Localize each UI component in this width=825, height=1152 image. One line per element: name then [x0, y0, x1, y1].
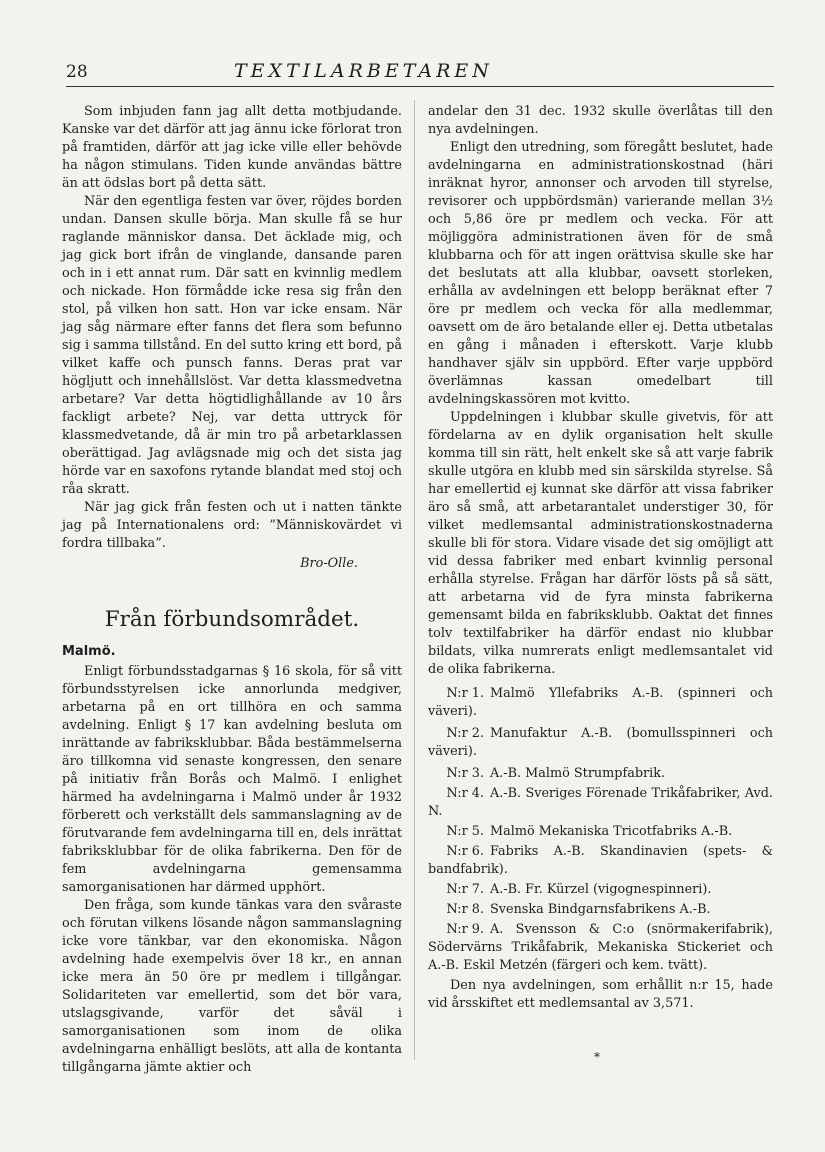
article-paragraph: Den nya avdelningen, som erhållit n:r 15, hade vid årsskiftet ett medlemsantal av 3,571.	[428, 978, 773, 1011]
masthead-title: TEXTILARBETAREN	[234, 60, 493, 82]
article-paragraph: Som inbjuden fann jag allt detta motbjudande. Kanske var det därför att jag ännu icke förlorat tron på framtiden, därför att jag icke ville eller behövde ha någon stimulans. Tiden kunde användas bättre än att ödslas bort på detta sätt.	[62, 104, 402, 191]
club-number: N:r 3.	[446, 766, 484, 781]
list-item	[428, 765, 773, 783]
article-paragraph: Uppdelningen i klubbar skulle givetvis, för att fördelarna av en dylik organisation helt skulle komma till sin rätt, helt enkelt ske så att varje fabrik skulle utgöra en klubb med sin särskilda styrelse. Så har emellertid ej kunnat ske därför att vissa fabriker äro så små, att arbetarantalet understiger 30, för vilket medlemsantal administrationskostnaderna skulle bli för stora. Vidare visade det sig omöjligt att vid dessa fabriker med enbart kvinnlig personal erhålla styrelse. Frågan har därför lösts på så sätt, att arbetarna vid de fyra minsta fabrikerna gemensamt bilda en fabriksklubb. Oaktat det finnes tolv textilfabriker ha därför endast nio klubbar bildats, vilka numrerats enligt medlemsantalet vid de olika fabrikerna.	[428, 410, 773, 677]
list-item	[428, 685, 773, 721]
club-number: N:r 2.	[446, 726, 484, 741]
article-paragraph: Enligt förbundsstadgarnas § 16 skola, för så vitt förbundsstyrelsen icke annorlunda medgiver, arbetarna på en ort tillhöra en och samma avdelning. Enligt § 17 kan avdelning besluta om inrättande av fabriksklubbar. Båda bestämmelserna äro tillkomna vid senaste kongressen, den senare på initiativ från Borås och Malmö. I enlighet härmed ha avdelningarna i Malmö under år 1932 förberett och verkställt dels sammanslagning av de förutvarande fem avdelningarna till en, dels inrättat fabriksklubbar för de olika fabrikerna. Den för de fem avdelningarna gemensamma samorganisationen har därmed upphört.	[62, 664, 402, 895]
column-divider	[414, 100, 415, 1060]
article-paragraph: Den fråga, som kunde tänkas vara den svåraste och förutan vilkens lösande någon sammanslagning icke vore tänkbar, var den ekonomiska. Någon avdelning hade exempelvis över 18 kr., en annan icke mera än 50 öre pr medlem i tillgångar. Solidariteten var emellertid, som det bör vara, utslagsgivande, varför det såväl i samorganisationen som inom de olika avdelningarna enhälligt beslöts, att alla de kontanta tillgångarna jämte aktier och	[62, 898, 402, 1075]
club-number: N:r 7.	[446, 882, 484, 897]
club-name: A. Svensson & C:o (snörmakerifabrik), Södervärns Trikåfabrik, Mekaniska Stickeriet och A.-B. Eskil Metzén (färgeri och kem. tvätt).	[428, 922, 773, 973]
list-item	[428, 843, 773, 879]
list-item	[428, 901, 773, 919]
list-item	[428, 921, 773, 975]
list-item	[428, 725, 773, 761]
right-column	[428, 103, 773, 1013]
club-name: Manufaktur A.-B. (bomullsspinneri och väveri).	[428, 726, 773, 759]
header-rule	[66, 86, 774, 87]
list-item	[428, 823, 773, 841]
section-title: Från förbundsområdet.	[104, 607, 360, 632]
club-number: N:r 5.	[446, 824, 484, 839]
club-number: N:r 4.	[446, 786, 484, 801]
list-item	[428, 881, 773, 899]
author-signature: Bro-Olle.	[300, 556, 358, 571]
subheading-malmo: Malmö.	[62, 644, 116, 659]
club-name: Malmö Yllefabriks A.-B. (spinneri och väveri).	[428, 686, 773, 719]
ornament-star: *	[594, 1050, 600, 1064]
club-name: Svenska Bindgarnsfabrikens A.-B.	[490, 902, 711, 917]
left-column	[62, 103, 402, 1077]
club-name: Fabriks A.-B. Skandinavien (spets- & bandfabrik).	[428, 844, 773, 877]
list-item	[428, 785, 773, 821]
club-name: Malmö Mekaniska Tricotfabriks A.-B.	[490, 824, 733, 839]
club-number: N:r 1.	[446, 686, 484, 701]
club-name: A.-B. Malmö Strumpfabrik.	[490, 766, 666, 781]
page-header	[66, 60, 774, 86]
article-paragraph: När den egentliga festen var över, röjdes borden undan. Dansen skulle börja. Man skulle få se hur raglande människor dansa. Det äcklade mig, och jag gick bort ifrån de vinglande, dansande paren och in i ett annat rum. Där satt en kvinnlig medlem och nickade. Hon förmådde icke resa sig från den stol, på vilken hon satt. Hon var icke ensam. När jag såg närmare efter fanns det flera som befunno sig i samma tillstånd. En del sutto kring ett bord, på vilket kaffe och punsch fanns. Deras prat var högljutt och innehållslöst. Var detta klassmedvetna arbetare? Var detta högtidlighållande av 10 års fackligt arbete? Nej, var detta uttryck för klassmedvetande, då är min tro på arbetarklassen oberättigad. Jag avlägsnade mig och det sista jag hörde var en saxofons rytande blandat med stoj och råa skratt.	[62, 194, 402, 497]
article-paragraph: Enligt den utredning, som föregått beslutet, hade avdelningarna en administrationskostnad (häri inräknat hyror, annonser och arvoden till styrelse, revisorer och uppbördsmän) varierande mellan 3½ och 5,86 öre pr medlem och vecka. För att möjliggöra administrationen även för de små klubbarna och för att ingen orättvisa skulle ske har det beslutats att alla klubbar, oavsett storleken, erhålla av avdelningen ett belopp beräknat efter 7 öre pr medlem och vecka för alla medlemmar, oavsett om de äro betalande eller ej. Detta utbetalas en gång i månaden i efterskott. Varje klubb handhaver själv sin uppbörd. Efter varje uppbörd överlämnas kassan omedelbart till avdelningskassören mot kvitto.	[428, 140, 773, 407]
club-name: A.-B. Sveriges Förenade Trikåfabriker, Avd. N.	[428, 786, 773, 819]
page-number: 28	[66, 62, 88, 82]
club-number: N:r 6.	[446, 844, 484, 859]
club-number: N:r 9.	[446, 922, 484, 937]
article-paragraph: andelar den 31 dec. 1932 skulle överlåtas till den nya avdelningen.	[428, 104, 773, 137]
club-list	[428, 685, 773, 975]
club-name: A.-B. Fr. Kürzel (vigognespinneri).	[490, 882, 712, 897]
article-paragraph: När jag gick från festen och ut i natten tänkte jag på Internationalens ord: ”Människovärdet vi fordra tillbaka”.	[62, 500, 402, 551]
club-number: N:r 8.	[446, 902, 484, 917]
